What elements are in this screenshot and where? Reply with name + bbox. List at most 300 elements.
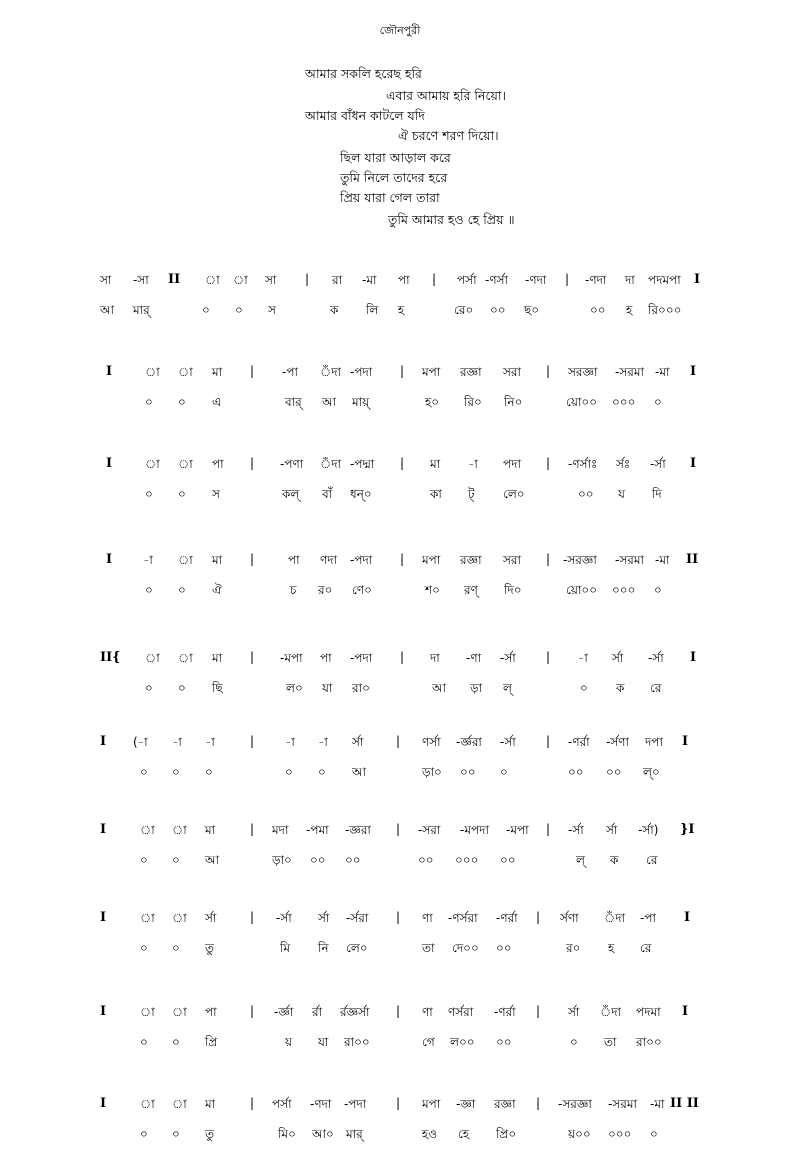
swara-note: -র্সা) [638,823,659,837]
lyric-syllable: গে [422,1035,435,1049]
lyric-syllable: ০ [145,583,153,597]
swara-note: -সরজ্ঞা [558,1097,592,1111]
lyric-syllable: ০০ [568,765,584,779]
swara-note: পা [205,1005,217,1019]
swara-note: -র্সা [650,457,666,471]
lyric-syllable: ০ [650,1127,658,1141]
raga-title: জৌনপুরী [379,24,421,37]
swara-note: -মা [362,273,377,287]
bar-line: I [682,734,689,749]
poem-line: তুমি আমার হও হে প্রিয় ॥ [388,212,515,227]
swara-note: া [172,823,187,837]
swara-note: -ণর্রা [496,911,518,925]
lyric-syllable: ড়া০ [422,765,442,779]
lyric-syllable: ০০০ [455,853,479,867]
swara-note: -া [285,735,295,749]
swara-note: রা [332,273,343,287]
lyric-syllable: ছি [212,681,223,695]
lyric-syllable: ক [610,853,619,867]
lyric-syllable: কল্ [282,487,300,501]
swara-note: র্সা [612,651,624,665]
lyric-syllable: হ [608,941,615,955]
swara-note: -জ্ঞরা [345,823,371,837]
bar-line: | [536,1004,541,1018]
lyric-syllable: ০০ [496,941,512,955]
poem-line: আমার বাঁধন কাটলে যদি [305,108,425,123]
bar-line: I [690,650,697,665]
swara-note: র্সা [568,1005,580,1019]
lyric-syllable: তা [422,941,435,955]
bar-line: | [250,1004,255,1018]
bar-line: I [100,1004,107,1019]
lyric-syllable: য়০০ [568,1127,591,1141]
bar-line: | [250,1096,255,1110]
bar-line: I [682,1004,689,1019]
lyric-syllable: ০ [570,1035,578,1049]
bar-line: | [396,910,401,924]
bar-line: | [250,650,255,664]
bar-line: I [694,272,701,287]
swara-note: -র্সণা [606,735,629,749]
bar-line: II{ [100,650,121,665]
lyric-syllable: ০ [145,395,153,409]
swara-note: মপা [422,553,441,567]
swara-note: (-া [133,735,148,749]
swara-note: -পদা [350,553,373,567]
lyric-syllable: ড়া০ [272,853,292,867]
bar-line: I [100,822,107,837]
bar-line: | [400,456,405,470]
swara-note: ণর্সা [422,735,441,749]
swara-note: -পদা [344,1097,367,1111]
lyric-syllable: ০ [140,765,148,779]
swara-note: পর্সা [272,1097,292,1111]
swara-note: -ণর্সা [485,273,508,287]
swara-note: মা [212,651,223,665]
lyric-syllable: রা০০ [636,1035,662,1049]
swara-note: -সরমা [608,1097,638,1111]
bar-line: | [250,734,255,748]
bar-line: | [400,650,405,664]
lyric-syllable: হ [626,303,633,317]
swara-note: -া [318,735,328,749]
lyric-syllable: ছ০ [524,303,540,317]
lyric-syllable: ০০ [310,853,326,867]
swara-note: -সরজ্ঞা [563,553,597,567]
swara-note: -া [205,735,215,749]
swara-note: -মা [650,1097,665,1111]
lyric-syllable: য [618,487,625,501]
lyric-syllable: ল০ [286,681,303,695]
bar-line: | [546,552,551,566]
swara-note: র্সঃ [616,457,631,471]
swara-note: া [178,365,193,379]
lyric-syllable: আ০ [312,1127,334,1141]
lyric-syllable: ০ [140,1127,148,1141]
lyric-syllable: দি [652,487,662,501]
lyric-syllable: য়ো০০ [566,395,598,409]
lyric-syllable: ০ [140,941,148,955]
swara-note: পা [288,553,300,567]
lyric-syllable: রি০ [464,395,482,409]
swara-note: া [178,651,193,665]
lyric-syllable: নি০ [504,395,523,409]
bar-line: I [100,1096,107,1111]
lyric-syllable: ড়া [470,681,483,695]
swara-note: পর্সা [457,273,477,287]
swara-note: ণা [422,911,433,925]
swara-note: পা [398,273,410,287]
bar-line: | [546,734,551,748]
lyric-syllable: তু [205,941,215,955]
swara-note: -া [578,651,588,665]
swara-note: া [145,651,160,665]
lyric-syllable: আ [205,853,219,867]
lyric-syllable: আ [322,395,336,409]
lyric-syllable: আ [100,303,114,317]
lyric-syllable: এ [212,395,222,409]
lyric-syllable: ০ [178,395,186,409]
swara-note: -র্সা [648,651,664,665]
bar-line: | [250,910,255,924]
swara-note: ঁদা [604,911,626,925]
swara-note: সা [265,273,277,287]
lyric-syllable: য়ো০০ [566,583,598,597]
lyric-syllable: ০ [172,1035,180,1049]
lyric-syllable: প্রি [205,1035,218,1049]
bar-line: | [546,364,551,378]
lyric-syllable: ০০ [460,765,476,779]
swara-note: পা [320,651,332,665]
lyric-syllable: ০ [500,765,508,779]
lyric-syllable: বার্ [285,395,302,409]
swara-note: পদমা [636,1005,661,1019]
swara-note: -মা [655,365,670,379]
swara-note: র্রা [312,1005,323,1019]
lyric-syllable: মি [280,941,291,955]
lyric-syllable: ধন্০ [350,487,372,501]
lyric-syllable: যা [322,681,333,695]
lyric-syllable: রি০০০ [648,303,682,317]
swara-note: -ণর্রা [568,735,590,749]
poem-line: ঐ চরণে শরণ দিয়ো। [398,128,499,143]
lyric-syllable: ক [330,303,339,317]
swara-note: া [145,457,160,471]
swara-note: রজ্ঞা [460,553,482,567]
lyric-syllable: স [212,487,220,501]
swara-note: া [140,1005,155,1019]
lyric-syllable: ০ [235,303,243,317]
lyric-syllable: প্রি০ [496,1127,517,1141]
lyric-syllable: র০ [318,583,333,597]
swara-note: রজ্ঞা [494,1097,516,1111]
bar-line: | [250,456,255,470]
swara-note: রজ্ঞা [460,365,482,379]
swara-note: -সরমা [615,365,645,379]
swara-note: মা [430,457,441,471]
swara-note: -ণদা [310,1097,332,1111]
bar-line: II II [670,1096,699,1111]
lyric-syllable: র০ [566,941,581,955]
lyric-syllable: আ [432,681,446,695]
lyric-syllable: কা [430,487,442,501]
lyric-syllable: ০ [205,765,213,779]
lyric-syllable: ০ [654,583,662,597]
poem-line: আমার সকলি হরেছ হরি [305,66,422,81]
swara-note: -পমা [306,823,329,837]
lyric-syllable: ০ [172,1127,180,1141]
lyric-syllable: দে০০ [452,941,479,955]
lyric-syllable: ণে০ [352,583,372,597]
lyric-syllable: ০ [654,395,662,409]
swara-note: সরা [503,365,522,379]
swara-note: া [172,1097,187,1111]
swara-note: দপা [645,735,663,749]
bar-line: | [250,552,255,566]
lyric-syllable: নি [318,941,329,955]
lyric-syllable: ০ [318,765,326,779]
lyric-syllable: যা [318,1035,329,1049]
swara-note: া [140,911,155,925]
bar-line: | [396,1096,401,1110]
bar-line: }I [680,822,695,837]
lyric-syllable: য় [285,1035,293,1049]
lyric-syllable: ক [616,681,625,695]
bar-line: I [100,734,107,749]
swara-note: ণর্সরা [448,1005,474,1019]
swara-note: -পা [640,911,656,925]
bar-line: | [400,552,405,566]
swara-note: -ণর্সরা [448,911,478,925]
swara-note: সা [100,273,112,287]
swara-note: -ণদা [525,273,547,287]
swara-note: -র্জ্ঞা [274,1005,294,1019]
swara-note: -জ্ঞা [456,1097,476,1111]
lyric-syllable: ঐ [212,583,222,597]
poem-line: ছিল যারা আড়াল করে [340,150,451,165]
swara-note: সরজ্ঞা [568,365,598,379]
bar-line: I [690,364,697,379]
poem-line: এবার আমায় হরি নিয়ো। [386,88,506,103]
bar-line: | [396,1004,401,1018]
swara-note: র্সণা [560,911,579,925]
lyric-syllable: শ০ [425,583,440,597]
poem-line: প্রিয় যারা গেল তারা [340,190,440,205]
swara-note: -ণর্সাঃ [568,457,598,471]
lyric-syllable: হে [458,1127,470,1141]
swara-note: মদা [272,823,289,837]
lyric-syllable: ০০ [578,487,594,501]
bar-line: II [686,552,699,567]
swara-note: র্সা [352,735,364,749]
lyric-syllable: দি০ [504,583,522,597]
lyric-syllable: রা০ [352,681,370,695]
lyric-syllable: রে [650,681,662,695]
lyric-syllable: রে০ [454,303,474,317]
lyric-syllable: মার্ [133,303,150,317]
swara-note: -সা [133,273,149,287]
lyric-syllable: হ [398,303,405,317]
bar-line: | [546,650,551,664]
lyric-syllable: ০ [172,765,180,779]
bar-line: I [106,552,113,567]
lyric-syllable: ০ [172,941,180,955]
bar-line: I [106,456,113,471]
lyric-syllable: ০০ [606,765,622,779]
lyric-syllable: ল্ [503,681,512,695]
swara-note: -সরা [418,823,441,837]
swara-note: র্সা [205,911,217,925]
bar-line: | [565,272,570,286]
bar-line: II [168,272,181,287]
swara-note: া [178,553,193,567]
lyric-syllable: ০০ [345,853,361,867]
swara-note: মা [205,1097,216,1111]
swara-note: ঁদা [320,365,342,379]
lyric-syllable: মায়্ [352,395,370,409]
swara-note: -ণা [466,651,482,665]
swara-note: -র্জ্ঞরা [456,735,482,749]
bar-line: | [546,822,551,836]
bar-line: I [100,910,107,925]
swara-note: -পদা [350,651,373,665]
swara-note: -সরমা [615,553,645,567]
swara-note: মা [212,553,223,567]
swara-note: -ণর্রা [494,1005,516,1019]
lyric-syllable: ল্০ [643,765,660,779]
swara-note: -র্সা [500,651,516,665]
swara-note: পা [212,457,224,471]
bar-line: | [396,734,401,748]
lyric-syllable: ০ [178,583,186,597]
lyric-syllable: ০০ [590,303,606,317]
swara-note: মা [212,365,223,379]
bar-line: I [690,456,697,471]
swara-note: -পদ্মা [350,457,375,471]
bar-line: | [250,364,255,378]
lyric-syllable: ০ [580,681,588,695]
lyric-syllable: মার্ [346,1127,363,1141]
lyric-syllable: ০ [202,303,210,317]
lyric-syllable: ০০ [490,303,506,317]
swara-note: া [205,273,220,287]
swara-note: -মা [655,553,670,567]
lyric-syllable: ০ [285,765,293,779]
swara-note: র্সা [606,823,618,837]
swara-note: ঁদা [600,1005,622,1019]
bar-line: I [106,364,113,379]
bar-line: | [546,456,551,470]
lyric-syllable: ০০০ [612,395,636,409]
lyric-syllable: ০ [140,1035,148,1049]
lyric-syllable: ল্ [576,853,585,867]
swara-note: -মপদা [460,823,489,837]
swara-note: -মপা [506,823,529,837]
swara-note: া [145,365,160,379]
swara-note: -া [468,457,478,471]
swara-note: -মপা [280,651,303,665]
bar-line: | [432,272,437,286]
lyric-syllable: স [268,303,276,317]
lyric-syllable: ০ [178,487,186,501]
swara-note: -ণদা [585,273,607,287]
lyric-syllable: ০০ [418,853,434,867]
lyric-syllable: চ [290,583,297,597]
lyric-syllable: তু [205,1127,215,1141]
swara-note: মা [205,823,216,837]
lyric-syllable: ০ [145,487,153,501]
lyric-syllable: রে [640,941,652,955]
lyric-syllable: ০ [145,681,153,695]
swara-note: মপা [422,1097,441,1111]
swara-note: -র্সা [276,911,292,925]
lyric-syllable: মি০ [278,1127,296,1141]
lyric-syllable: ০০০ [608,1127,632,1141]
lyric-syllable: রে [646,853,658,867]
swara-note: -পণা [280,457,304,471]
bar-line: | [305,272,310,286]
swara-note: া [140,823,155,837]
bar-line: I [684,910,691,925]
lyric-syllable: ল০০ [450,1035,475,1049]
swara-note: ণা [422,1005,433,1019]
swara-note: মপা [422,365,441,379]
poem-line: তুমি নিলে তাদের হরে [340,170,448,185]
lyric-syllable: লে০ [503,487,525,501]
swara-note: দা [625,273,635,287]
swara-note: া [140,1097,155,1111]
swara-note: া [233,273,248,287]
lyric-syllable: রণ্ [464,583,478,597]
lyric-syllable: রা০০ [344,1035,370,1049]
bar-line: | [400,364,405,378]
swara-note: সরা [503,553,522,567]
lyric-syllable: লি [366,303,379,317]
swara-note: পদা [503,457,521,471]
swara-note: ঁদা [320,457,342,471]
lyric-syllable: ০ [172,853,180,867]
lyric-syllable: ০ [140,853,148,867]
swara-note: া [172,911,187,925]
swara-note: া [172,1005,187,1019]
swara-note: া [178,457,193,471]
lyric-syllable: হও [422,1127,438,1141]
lyric-syllable: ০ [178,681,186,695]
bar-line: | [536,910,541,924]
swara-note: র্রজ্ঞর্সা [340,1005,370,1019]
lyric-syllable: লে০ [346,941,368,955]
lyric-syllable: ০০ [496,1035,512,1049]
swara-note: -পদা [350,365,373,379]
swara-note: ণদা [320,553,338,567]
swara-note: -পা [282,365,298,379]
bar-line: | [536,1096,541,1110]
bar-line: | [250,822,255,836]
lyric-syllable: ০০০ [612,583,636,597]
lyric-syllable: হ০ [425,395,440,409]
swara-note: -র্সা [568,823,584,837]
swara-note: দা [430,651,440,665]
lyric-syllable: বাঁ [322,487,333,501]
swara-note: পদমপা [648,273,681,287]
bar-line: | [396,822,401,836]
swara-note: -া [172,735,182,749]
swara-note: -র্সরা [346,911,369,925]
lyric-syllable: ট্ [468,487,475,501]
lyric-syllable: তা [604,1035,617,1049]
lyric-syllable: আ [352,765,366,779]
lyric-syllable: ০০ [500,853,516,867]
